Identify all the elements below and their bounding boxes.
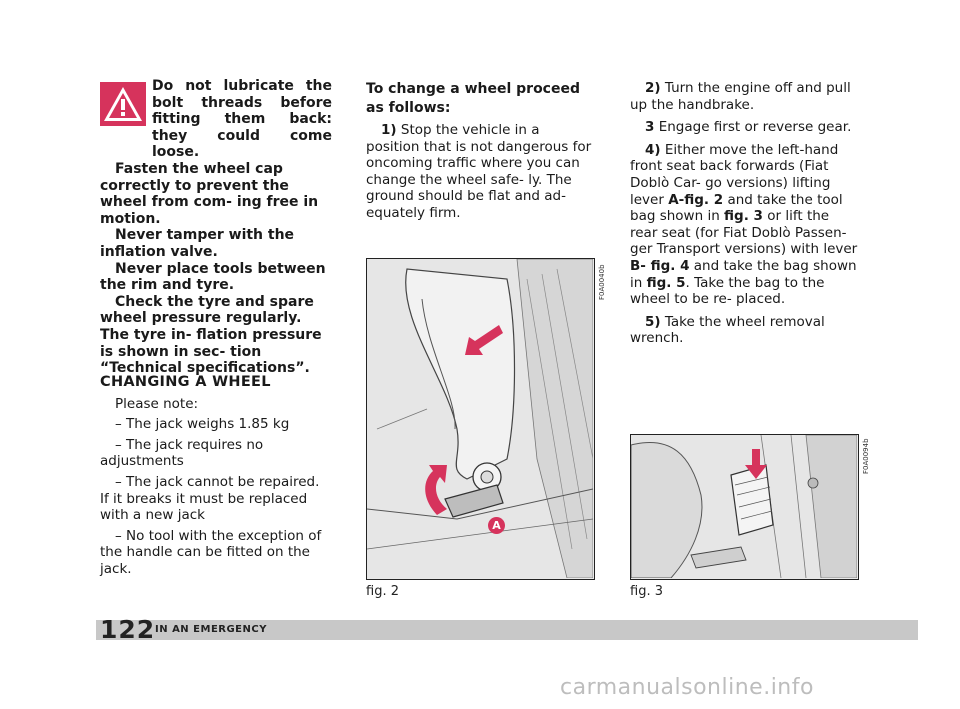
step-number: 2)	[645, 80, 661, 96]
watermark: carmanualsonline.info	[560, 675, 814, 700]
note-label: Please note:	[115, 395, 199, 412]
procedure-intro	[366, 80, 594, 222]
step-4	[630, 142, 860, 308]
warning-triangle-icon	[100, 82, 146, 126]
step-2	[630, 80, 860, 113]
warning-item: Check the tyre and spare wheel pressure regularly. The tyre in- flation pressure is shown in sec- tion “Technical specifications”.	[100, 293, 322, 377]
figure-label-badge: A	[488, 517, 505, 534]
warning-item: Never tamper with the inflation valve.	[100, 227, 295, 260]
figure-tool-bag	[630, 434, 859, 580]
procedure-lead: To change a wheel proceed as follows:	[366, 81, 580, 116]
figure-caption: fig. 3	[630, 584, 663, 599]
step-1	[366, 122, 594, 222]
step-text: Take the wheel removal wrench.	[630, 313, 825, 347]
step-number: 5)	[645, 313, 661, 330]
step-text: . Take the bag to the wheel to be re- placed.	[630, 274, 825, 308]
figure-ref: fig. 5	[646, 274, 686, 291]
note-item: – The jack weighs 1.85 kg	[115, 416, 290, 433]
note-item: – The jack requires no adjustments	[100, 436, 264, 470]
seat-lever-illustration	[367, 259, 593, 578]
warning-item: Fasten the wheel cap correctly to prevent the wheel from com- ing free in motion.	[100, 160, 319, 227]
section-label: IN AN EMERGENCY	[155, 624, 267, 635]
note-item: – No tool with the exception of the handle can be fitted on the jack.	[100, 527, 322, 577]
step-number: 1)	[381, 122, 397, 138]
warning-text: Do not lubricate the bolt threads before fitting them back: they could come loose.	[152, 78, 332, 161]
step-text: and take the bag shown in	[630, 257, 857, 291]
step-number: 4)	[645, 141, 661, 158]
step-number: 3	[645, 119, 655, 136]
tool-bag-illustration	[631, 435, 857, 578]
step-3	[630, 119, 860, 136]
figure-seat-lever	[366, 258, 595, 580]
step-text: Either move the left-hand front seat back forwards (Fiat Doblò Car- go versions) lifting lever	[630, 141, 839, 208]
figure-ref: A-fig. 2	[668, 191, 724, 208]
figure-caption: fig. 2	[366, 584, 399, 599]
step-text: or lift the rear seat (for Fiat Doblò Passen- ger Transport versions) with lever	[630, 208, 858, 258]
step-text: Engage first or reverse gear.	[658, 119, 852, 136]
step-text: Stop the vehicle in a position that is not dangerous for oncoming traffic where you can change the wheel safe- ly. The ground should be flat and ad- equately firm.	[366, 122, 592, 221]
figure-code: F0A0040b	[598, 264, 606, 300]
figure-ref: fig. 3	[724, 208, 763, 225]
step-text: Turn the engine off and pull up the handbrake.	[630, 80, 851, 113]
note-item: – The jack cannot be repaired. If it breaks it must be replaced with a new jack	[100, 473, 320, 524]
section-heading: CHANGING A WHEEL	[100, 374, 271, 390]
figure-ref: B- fig. 4	[630, 257, 690, 274]
procedure-steps	[630, 80, 860, 353]
warning-block	[100, 78, 332, 377]
page-number: 122	[100, 615, 156, 644]
step-5	[630, 314, 860, 347]
warning-item: Never place tools between the rim and tyre.	[100, 260, 326, 294]
changing-wheel-section	[100, 374, 332, 582]
figure-code: F0A0094b	[862, 438, 870, 474]
step-text: and take the tool bag shown in	[630, 191, 843, 225]
